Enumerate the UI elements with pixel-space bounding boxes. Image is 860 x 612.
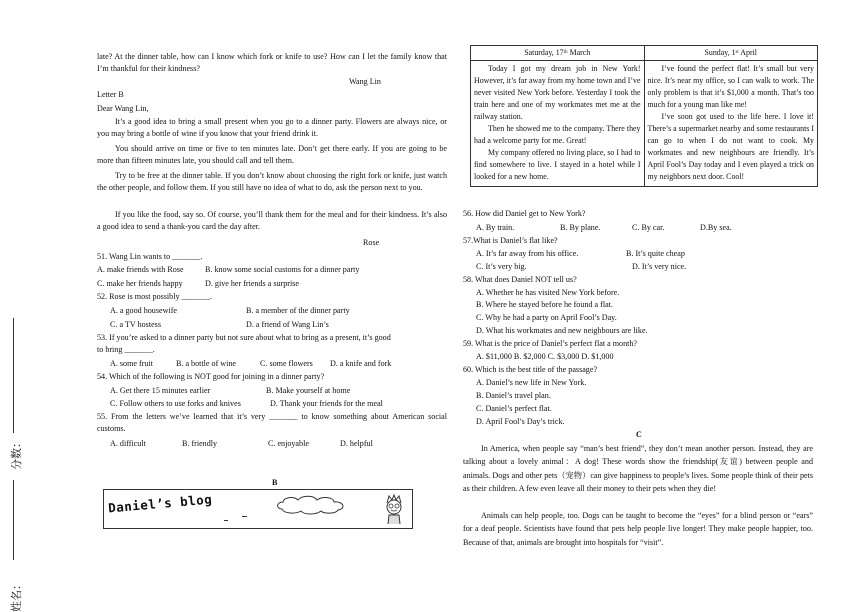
q52-option-c: C. a TV hostess <box>110 320 161 329</box>
q58-option-c: C. Why he had a party on April Fool’s Day. <box>476 313 617 322</box>
blog-banner <box>103 489 413 529</box>
dash-mark <box>224 520 228 521</box>
letter-b-greeting: Dear Wang Lin, <box>97 104 149 113</box>
question-55: 55. From the letters we’ve learned that it’s very _______ to know something about American social customs. <box>97 412 447 434</box>
diary-2-para-1: I’ve found the perfect flat! It’s small but very nice. It’s near my office, so I can walk to work. The only problem is that it’s $1,000 a month. That’s too much for a young man like me! <box>647 64 814 109</box>
q54-option-a: A. Get there 15 minutes earlier <box>110 386 211 395</box>
section-c-heading: C <box>636 430 642 439</box>
signature-rose: Rose <box>363 238 380 247</box>
q57-option-a: A. It’s far away from his office. <box>476 249 579 258</box>
diary-date-1: Saturday, 17ᵗʰ March <box>471 46 645 61</box>
daniel-diary-table <box>470 45 818 187</box>
diary-date-2: Sunday, 1ˢᵗ April <box>644 46 818 61</box>
passage-c-para1: In America, when people say “man’s best friend”, they don’t mean another person. Instead, they are talking about a lovely animal：A dog! These words show the friendship(友谊) between people and animals. Dogs and other pets（宠物）can give happiness to people’s lives. Some people think of their pets as their children. A few even leave all their money to their pets when they die! <box>463 444 813 494</box>
q55-option-b: B. friendly <box>182 439 218 448</box>
q53-option-d: D. a knife and fork <box>330 359 392 368</box>
letter-b-heading: Letter B <box>97 90 124 99</box>
q51-option-b: B. know some social customs for a dinner party <box>205 265 360 274</box>
q60-option-d: D. April Fool’s Day’s trick. <box>476 417 565 426</box>
diary-2-para-2: I’ve soon got used to the life here. I love it! There’s a supermarket nearby and some restaurants I can go to when I do not want to cook. My workmates and new neighbours are friendly. It’s April Fool’s Day today and I even played a trick on my neighbors next door. Cool! <box>647 112 814 181</box>
q59-options: A. $11,000 B. $2,000 C. $3,000 D. $1,000 <box>476 352 614 361</box>
q56-option-a: A. By train. <box>476 223 515 232</box>
q58-option-b: B. Where he stayed before he found a flat. <box>476 300 613 309</box>
q53-option-b: B. a bottle of wine <box>176 359 237 368</box>
q55-option-d: D. helpful <box>340 439 373 448</box>
q53-option-c: C. some flowers <box>260 359 313 368</box>
q56-option-d: D.By sea. <box>700 223 732 232</box>
q60-option-c: C. Daniel’s perfect flat. <box>476 404 552 413</box>
diary-1-para-3: My company offered no living place, so I had to find somewhere to live. I stayed in a hotel while I looked for a new home. <box>474 148 641 181</box>
q51-option-c: C. make her friends happy <box>97 279 183 288</box>
question-56: 56. How did Daniel get to New York? <box>463 209 586 218</box>
q57-option-c: C. It’s very big. <box>476 262 527 271</box>
q53-option-a: A. some fruit <box>110 359 153 368</box>
question-60: 60. Which is the best title of the passage? <box>463 365 598 374</box>
q54-option-c: C. Follow others to use forks and knives <box>110 399 241 408</box>
cartoon-boy-icon <box>382 493 406 525</box>
cloud-icon <box>274 494 354 516</box>
letter-b-para3: Try to be free at the dinner table. If you don’t know about choosing the right fork or knife, just watch the other people, and follow them. If you still have no idea of what to do, ask the person next to you. <box>97 171 447 193</box>
q54-option-b: B. Make yourself at home <box>266 386 351 395</box>
q58-option-d: D. What his workmates and new neighbours are like. <box>476 326 648 335</box>
letter-b-para2: You should arrive on time or five to ten minutes late. Don’t get there early. If you are going to be more than fifteen minutes late, you should call and tell them. <box>97 144 447 166</box>
q55-option-c: C. enjoyable <box>268 439 309 448</box>
question-59: 59. What is the price of Daniel’s perfect flat a month? <box>463 339 638 348</box>
question-54: 54. Which of the following is NOT good for joining in a dinner party? <box>97 372 325 381</box>
q51-option-d: D. give her friends a surprise <box>205 279 299 288</box>
name-label: 姓名： <box>10 579 23 612</box>
q57-option-b: B. It’s quite cheap <box>626 249 685 258</box>
q56-option-c: C. By car. <box>632 223 665 232</box>
letter-b-para4: If you like the food, say so. Of course, you’ll thank them for the meal and for their kindness. It’s also a good idea to send a thank-you card the day after. <box>97 210 447 232</box>
q58-option-a: A. Whether he has visited New York before. <box>476 288 620 297</box>
question-57: 57.What is Daniel’s flat like? <box>463 236 558 245</box>
diary-entry-1 <box>471 61 645 187</box>
q52-option-d: D. a friend of Wang Lin’s <box>246 320 329 329</box>
dash-mark-2 <box>242 516 247 517</box>
q55-option-a: A. difficult <box>110 439 146 448</box>
question-58: 58. What does Daniel NOT tell us? <box>463 275 577 284</box>
q52-option-b: B. a member of the dinner party <box>246 306 350 315</box>
section-b-heading: B <box>272 478 278 487</box>
q54-option-d: D. Thank your friends for the meal <box>270 399 383 408</box>
diary-1-para-2: Then he showed me to the company. There they had a welcome party for me. Great! <box>474 124 641 145</box>
q60-option-b: B. Daniel’s travel plan. <box>476 391 551 400</box>
letter-a-ending: late? At the dinner table, how can I know which fork or knife to use? How can I let the family know that I’m thankful for their kindness? <box>97 52 447 74</box>
question-53: 53. If you’re asked to a dinner party but not sure about what to bring as a present, it’s good to bring _______. <box>97 333 391 355</box>
letter-b-para1: It’s a good idea to bring a small present when you go to a dinner party. Flowers are always nice, or you may bring a bottle of wine if you know that your friend drink it. <box>97 117 447 139</box>
q52-option-a: A. a good housewife <box>110 306 177 315</box>
q56-option-b: B. By plane. <box>560 223 601 232</box>
q60-option-a: A. Daniel’s new life in New York. <box>476 378 587 387</box>
question-51: 51. Wang Lin wants to _______. <box>97 252 203 261</box>
diary-1-para-1: Today I got my dream job in New York! However, it’s far away from my home town and I’ve never visited New York before. Yesterday I took the train here and one of my workmates met me at the railway station. <box>474 64 641 121</box>
diary-entry-2 <box>644 61 818 187</box>
q57-option-d: D. It’s very nice. <box>632 262 687 271</box>
score-label: 分数： <box>10 437 23 470</box>
question-52: 52. Rose is most possibly _______. <box>97 292 212 301</box>
score-underline-lower <box>13 480 14 560</box>
passage-c-para2: Animals can help people, too. Dogs can be taught to become the “eyes” for a blind person or “ears” for a deaf people. Scientists have found that pets help people live longer! They make people happier, too. Because of that, animals are brought into hospitals for “visit”. <box>463 511 813 547</box>
blog-title: Daniel’s blog <box>107 491 213 516</box>
score-underline <box>13 318 14 433</box>
signature-wang-lin: Wang Lin <box>349 77 381 86</box>
q51-option-a: A. make friends with Rose <box>97 265 184 274</box>
